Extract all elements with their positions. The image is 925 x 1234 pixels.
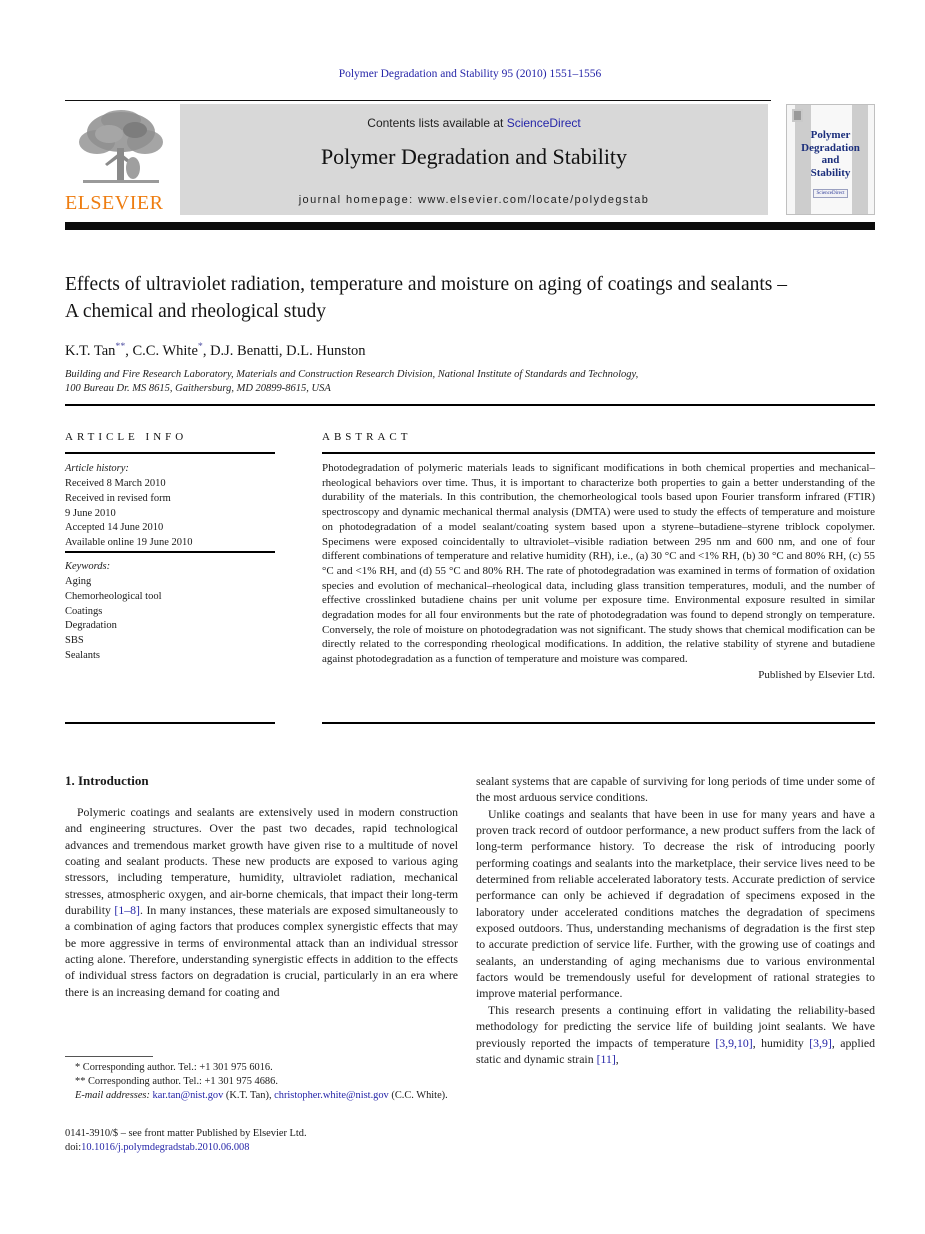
article-info-rule-bottom xyxy=(65,722,275,724)
cover-title-line: and xyxy=(821,154,840,166)
cover-title-line: Degradation xyxy=(801,141,860,154)
text-segment: E-mail addresses: xyxy=(75,1089,153,1101)
article-info-heading: ARTICLE INFO xyxy=(65,431,188,443)
abstract-attribution: Published by Elsevier Ltd. xyxy=(758,668,875,681)
abstract-rule-top xyxy=(322,452,875,454)
article-title: Effects of ultraviolet radiation, temperature and moisture on aging of coatings and sealants – A chemical and rheological study xyxy=(65,274,787,322)
intro-paragraph-1 xyxy=(65,804,458,1000)
abstract-text: Photodegradation of polymeric materials leads to significant modifications in both chemical properties and mechanical–rheological behaviors over time. Thus, it is important to characterize both properties to gain a better understanding of the durability of the materials. In this contribution, the chemorheological tools based upon Fourier transform infrared (FTIR) spectroscopy and dynamic mechanical thermal analysis (DMTA) were used to study the effects of temperature and moisture on photodegradation of a model sealant/coating system based upon a styrene–butadiene–styrene triblock copolymer. Specimens were exposed coincidentally to ultraviolet–visible radiation between 295 nm and 600 nm, and one of four different combinations of temperature and relative humidity (RH), i.e., (a) 30 °C and <1% RH, (b) 30 °C and 80% RH, (c) 55 °C and <1% RH, and (d) 55 °C and 80% RH. The rate of photodegradation was examined in terms of formation of oxidation species and evolution of mechanical–rheological data, including glass transition temperatures, moduli, and the number of effective crosslinked butadiene chains per unit volume per exposure time. Environmental exposure resulted in similar degradation modes for all four environments but the rate of photodegradation was found to depend strongly on temperature. Conversely, the role of moisture on photodegradation was not significant. The study shows that chemical modification can be directly related to the corresponding rheological modifications. In addition, the relative stability of styrene and butadiene against photodegradation as a function of temperature and moisture was compared. xyxy=(322,462,875,666)
elsevier-logo xyxy=(65,104,177,215)
authors-line xyxy=(65,341,765,360)
text-segment: Polymeric coatings and sealants are extensively used in modern construction and engineering structures. Over the past two decades, rapid technological advances and tremendous market growth have given rise to a multitude of novel coating and sealant products. These new products are exposed to various aging stressors, including temperature, humidity, ultraviolet radiation, mechanical stresses, atmospheric oxygen, and air-borne chemicals, that impact their long-term durability xyxy=(65,805,458,918)
inline-link[interactable]: 10.1016/j.polymdegradstab.2010.06.008 xyxy=(81,1142,250,1153)
inline-link[interactable]: [11] xyxy=(596,1051,616,1066)
keyword-item: SBS xyxy=(65,635,84,647)
article-info-rule-mid xyxy=(65,551,275,553)
inline-link[interactable]: christopher.white@nist.gov xyxy=(274,1089,389,1101)
text-segment: . In many instances, these materials are exposed simultaneously to a combination of aging factors that produces complex synergistic effects that may be more aggressive in terms of environmental attack than an individual stressor acting alone. Therefore, understanding synergistic effects in addition to the effects of individual stress factors on degradation is crucial, particularly in an era where there is an increasing demand for coating and xyxy=(65,903,458,999)
journal-homepage-link[interactable]: journal homepage: www.elsevier.com/locate/polydegstab xyxy=(298,194,650,206)
text-segment: , C.C. White xyxy=(125,342,198,359)
intro-column-left xyxy=(65,804,458,1052)
text-segment: , D.J. Benatti, D.L. Hunston xyxy=(202,342,366,359)
contents-prefix: Contents lists available at xyxy=(367,116,507,130)
inline-link[interactable]: [3,9,10] xyxy=(715,1035,753,1050)
keyword-item: Aging xyxy=(65,576,92,587)
cover-title-line: Stability xyxy=(810,166,851,179)
title-bottom-rule xyxy=(65,404,875,406)
affiliation-line-1: Building and Fire Research Laboratory, Materials and Construction Research Division, National Institute of Standards and Technology, xyxy=(65,369,639,380)
intro-column-right xyxy=(476,773,875,1121)
author-affiliation xyxy=(65,368,805,395)
footnote-corresponding-author-1: * Corresponding author. Tel.: +1 301 975 6016. xyxy=(75,1062,273,1073)
inline-link[interactable]: [3,9] xyxy=(809,1035,832,1050)
elsevier-tree-icon xyxy=(71,106,171,194)
sciencedirect-link[interactable]: ScienceDirect xyxy=(506,116,581,130)
text-segment: This research presents a continuing effort in validating the reliability-based methodology for predicting the service life of building joint sealants. We have previously reported the impacts of temperature xyxy=(476,1002,875,1050)
keyword-item: Degradation xyxy=(65,620,117,632)
article-history-item: Received in revised form xyxy=(65,492,171,504)
cover-mini-logo-icon xyxy=(792,109,803,122)
article-history-list xyxy=(65,477,193,551)
abstract-heading: ABSTRACT xyxy=(322,431,412,443)
intro-paragraph-1-continued: sealant systems that are capable of surviving for long periods of time under some of the most arduous service conditions. xyxy=(476,774,875,805)
keyword-item: Chemorheological tool xyxy=(65,590,162,602)
header-top-rule xyxy=(65,100,771,101)
keyword-item: Coatings xyxy=(65,605,103,617)
text-segment: (K.T. Tan), xyxy=(223,1089,275,1101)
doi-line xyxy=(65,1142,565,1153)
inline-link[interactable]: kar.tan@nist.gov xyxy=(152,1089,224,1101)
keywords-list xyxy=(65,575,162,664)
header-thick-divider xyxy=(65,222,875,230)
article-history-item: Accepted 14 June 2010 xyxy=(65,522,164,534)
text-segment: doi: xyxy=(65,1142,82,1153)
keyword-item: Sealants xyxy=(65,649,100,661)
article-history-item: Received 8 March 2010 xyxy=(65,478,166,489)
keywords-label: Keywords: xyxy=(65,561,111,572)
article-history-item: Available online 19 June 2010 xyxy=(65,537,193,549)
elsevier-wordmark: ELSEVIER xyxy=(65,192,164,214)
article-info-rule-top xyxy=(65,452,275,454)
journal-title: Polymer Degradation and Stability xyxy=(320,144,628,169)
article-history-item: 9 June 2010 xyxy=(65,507,116,519)
article-history-label: Article history: xyxy=(65,463,129,474)
cover-sciencedirect-mark: ScienceDirect xyxy=(787,189,874,198)
cover-title xyxy=(787,129,874,179)
inline-link[interactable]: [1–8] xyxy=(114,903,140,918)
text-segment: ** xyxy=(115,341,126,352)
footnote-divider xyxy=(65,1056,153,1057)
text-segment: , humidity xyxy=(752,1035,810,1050)
journal-cover-thumbnail[interactable] xyxy=(786,104,875,215)
text-segment: K.T. Tan xyxy=(65,342,116,359)
abstract-rule-bottom xyxy=(322,722,875,724)
cover-title-line: Polymer xyxy=(810,129,851,141)
journal-header-box xyxy=(180,104,768,215)
footnote-corresponding-author-2: ** Corresponding author. Tel.: +1 301 975 4686. xyxy=(75,1075,278,1087)
section-heading-introduction: 1. Introduction xyxy=(65,773,149,788)
contents-line xyxy=(180,116,768,130)
abstract-block xyxy=(322,461,875,683)
intro-paragraph-2: Unlike coatings and sealants that have been in use for many years and have a proven track record of outdoor performance, a new product suffers from the lack of long-term performance history. To decrease the risk of introducing poorly performing coatings and sealants into the marketplace, their service lives need to be determined from reliable accelerated laboratory tests. Accurate prediction of service performance can only be achieved if degradation of specimens exposed in the laboratory under accelerated conditions matches the degradation of specimens exposed outdoors. Thus, understanding mechanisms of degradation is the first step to accurate prediction of service life. Further, with the growing use of coatings and sealants, an understanding of aging mechanisms due to various environmental factors would be tremendously useful for development of rational strategies to improve material performance. xyxy=(476,806,875,1001)
footnote-email-addresses xyxy=(65,1089,464,1103)
journal-citation-line: Polymer Degradation and Stability 95 (2010) 1551–1556 xyxy=(338,68,602,80)
affiliation-line-2: 100 Bureau Dr. MS 8615, Gaithersburg, MD 20899-8615, USA xyxy=(65,382,331,394)
text-segment: * xyxy=(197,341,203,352)
text-segment: (C.C. White). xyxy=(388,1089,448,1101)
text-segment: , applied static and dynamic strain xyxy=(476,1035,875,1066)
issn-copyright-line: 0141-3910/$ – see front matter Published by Elsevier Ltd. xyxy=(65,1128,307,1139)
text-segment: , xyxy=(615,1051,619,1066)
intro-paragraph-3 xyxy=(476,1002,875,1067)
footnotes-block xyxy=(65,1061,464,1103)
